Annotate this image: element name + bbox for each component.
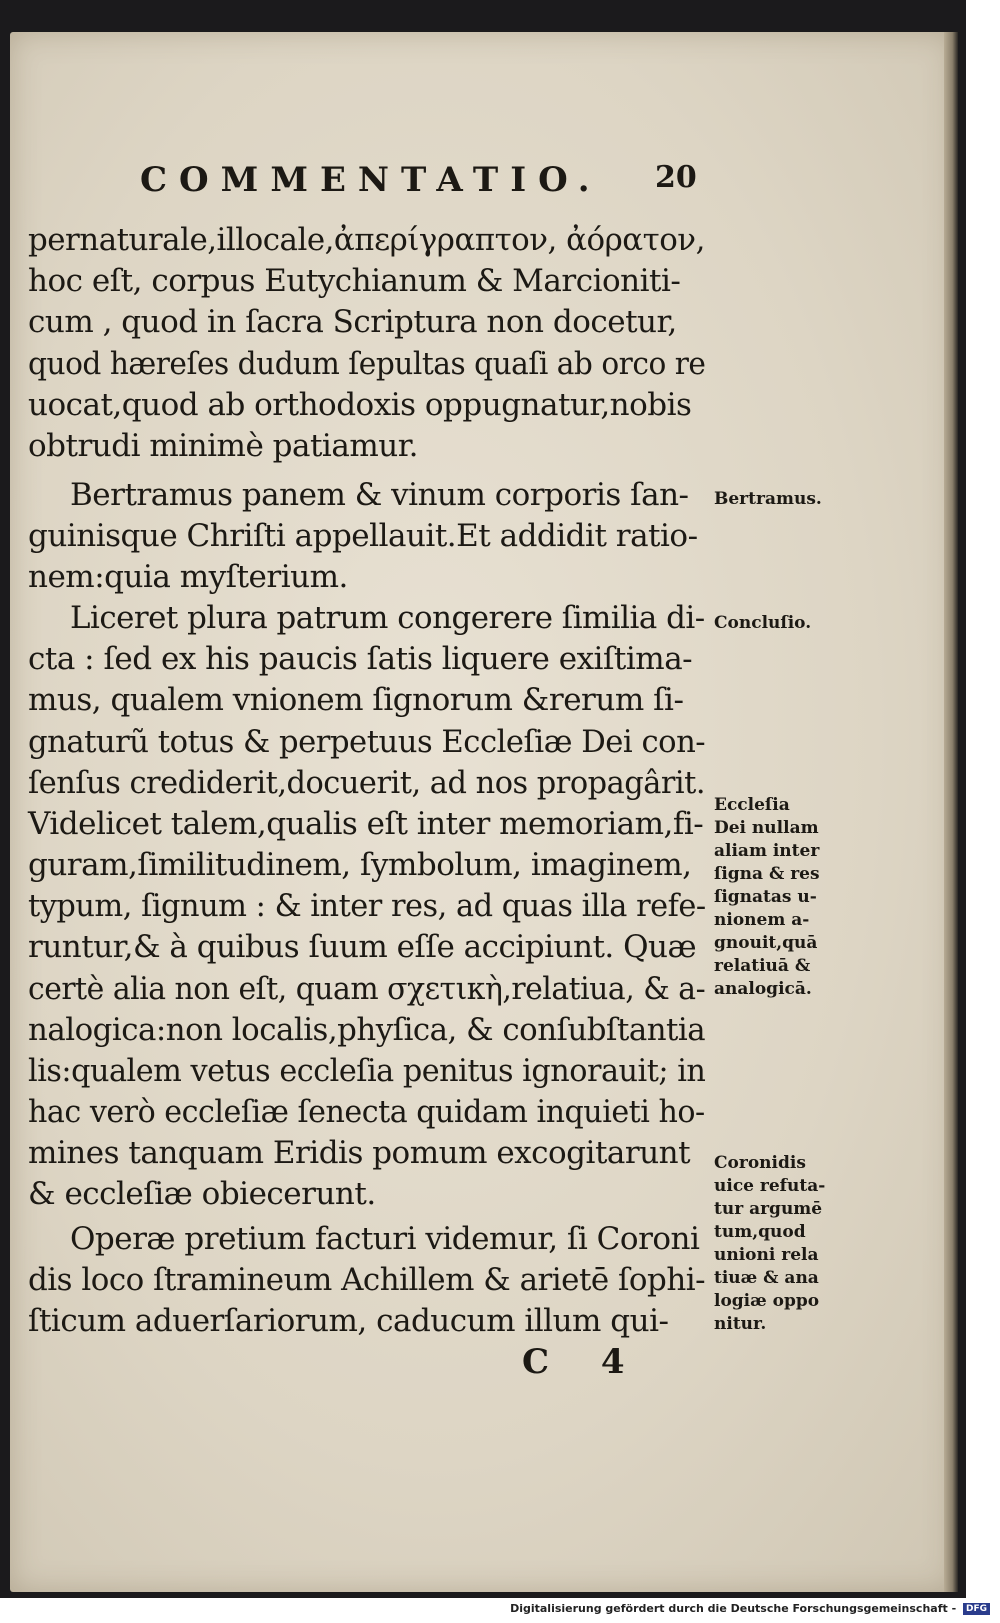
body-line: nem:quia myſterium. [28, 559, 348, 595]
margin-note-line: nitur. [714, 1314, 767, 1334]
running-header-title: COMMENTATIO. [140, 160, 602, 200]
margin-note-ecclesia [714, 794, 820, 1001]
margin-note-line: nionem a- [714, 910, 810, 930]
body-line: cum , quod in ſacra Scriptura non docetur, [28, 304, 677, 340]
body-line: nalogica:non localis,phyſica, & conſubſtantia [28, 1012, 706, 1048]
body-line: runtur,& à quibus ſuum eſſe accipiunt. Quæ [28, 929, 697, 965]
body-line: Bertramus panem & vinum corporis ſan- [70, 477, 689, 513]
body-line: hoc eſt, corpus Eutychianum & Marcioniti- [28, 263, 681, 299]
margin-note-line: analogicā. [714, 979, 812, 999]
body-line: quod hæreſes dudum ſepultas quaſi ab orco re [28, 346, 706, 382]
margin-note-line: Dei nullam [714, 818, 819, 838]
body-line: lis:qualem vetus eccleſia penitus ignorauit; in [28, 1053, 706, 1089]
body-line: guinisque Chriſti appellauit.Et addidit ratio- [28, 518, 698, 554]
footer-credit [510, 1602, 990, 1615]
body-line: uocat,quod ab orthodoxis oppugnatur,nobis [28, 387, 692, 423]
body-line: mines tanquam Eridis pomum excogitarunt [28, 1135, 691, 1171]
page-number: 20 [655, 160, 697, 195]
margin-note-line: Bertramus. [714, 489, 822, 509]
margin-note-line: relatiuā & [714, 956, 811, 976]
footer-text: Digitalisierung gefördert durch die Deutsche Forschungsgemeinschaft - [510, 1602, 957, 1615]
body-line: guram,ſimilitudinem, ſymbolum, imaginem, [28, 847, 692, 883]
margin-note-line: ſignatas u- [714, 887, 817, 907]
margin-note-conclusio [714, 612, 811, 635]
body-line: ſticum aduerſariorum, caducum illum qui- [28, 1303, 669, 1339]
margin-note-bertramus [714, 488, 822, 511]
margin-note-line: Eccleſia [714, 795, 790, 815]
body-line: gnaturũ totus & perpetuus Eccleſiæ Dei con- [28, 724, 706, 760]
body-line: obtrudi minimè patiamur. [28, 428, 418, 464]
margin-note-line: logiæ oppo [714, 1291, 820, 1311]
margin-note-coronidis [714, 1152, 825, 1336]
body-line: dis loco ſtramineum Achillem & arietē ſophi- [28, 1262, 706, 1298]
body-line: mus, qualem vnionem ſignorum &rerum ſi- [28, 682, 684, 718]
body-line: ſenſus crediderit,docuerit, ad nos propagârit. [28, 765, 706, 801]
margin-note-line: ſigna & res [714, 864, 820, 884]
body-line: & eccleſiæ obiecerunt. [28, 1176, 376, 1212]
body-line: pernaturale,illocale,ἀπερίγραπτον, ἀόρατον, [28, 222, 705, 258]
body-line: Liceret plura patrum congerere ſimilia di- [70, 600, 705, 636]
body-line: typum, ſignum : & inter res, ad quas illa refe- [28, 888, 706, 924]
body-line: Operæ pretium facturi videmur, ſi Coroni [70, 1221, 700, 1257]
margin-note-line: unioni rela [714, 1245, 819, 1265]
body-line: cta : ſed ex his paucis ſatis liquere exiſtima- [28, 641, 693, 677]
margin-note-line: tum,quod [714, 1222, 806, 1242]
page-edge [944, 32, 958, 1592]
margin-note-line: tur argumē [714, 1199, 823, 1219]
margin-note-line: uice refuta- [714, 1176, 826, 1196]
margin-note-line: Coronidis [714, 1153, 806, 1173]
dfg-logo[interactable]: DFG [963, 1603, 990, 1615]
margin-note-line: tiuæ & ana [714, 1268, 819, 1288]
margin-note-line: Concluſio. [714, 613, 812, 633]
margin-note-line: gnouit,quā [714, 933, 818, 953]
signature-mark: C 4 [522, 1342, 645, 1382]
margin-note-line: aliam inter [714, 841, 820, 861]
body-line: certè alia non eſt, quam σχετικὴ,relatiua, & a- [28, 971, 706, 1007]
body-line: Videlicet talem,qualis eſt inter memoriam,fi- [28, 806, 704, 842]
body-line: hac verò eccleſiæ ſenecta quidam inquieti ho- [28, 1094, 705, 1130]
